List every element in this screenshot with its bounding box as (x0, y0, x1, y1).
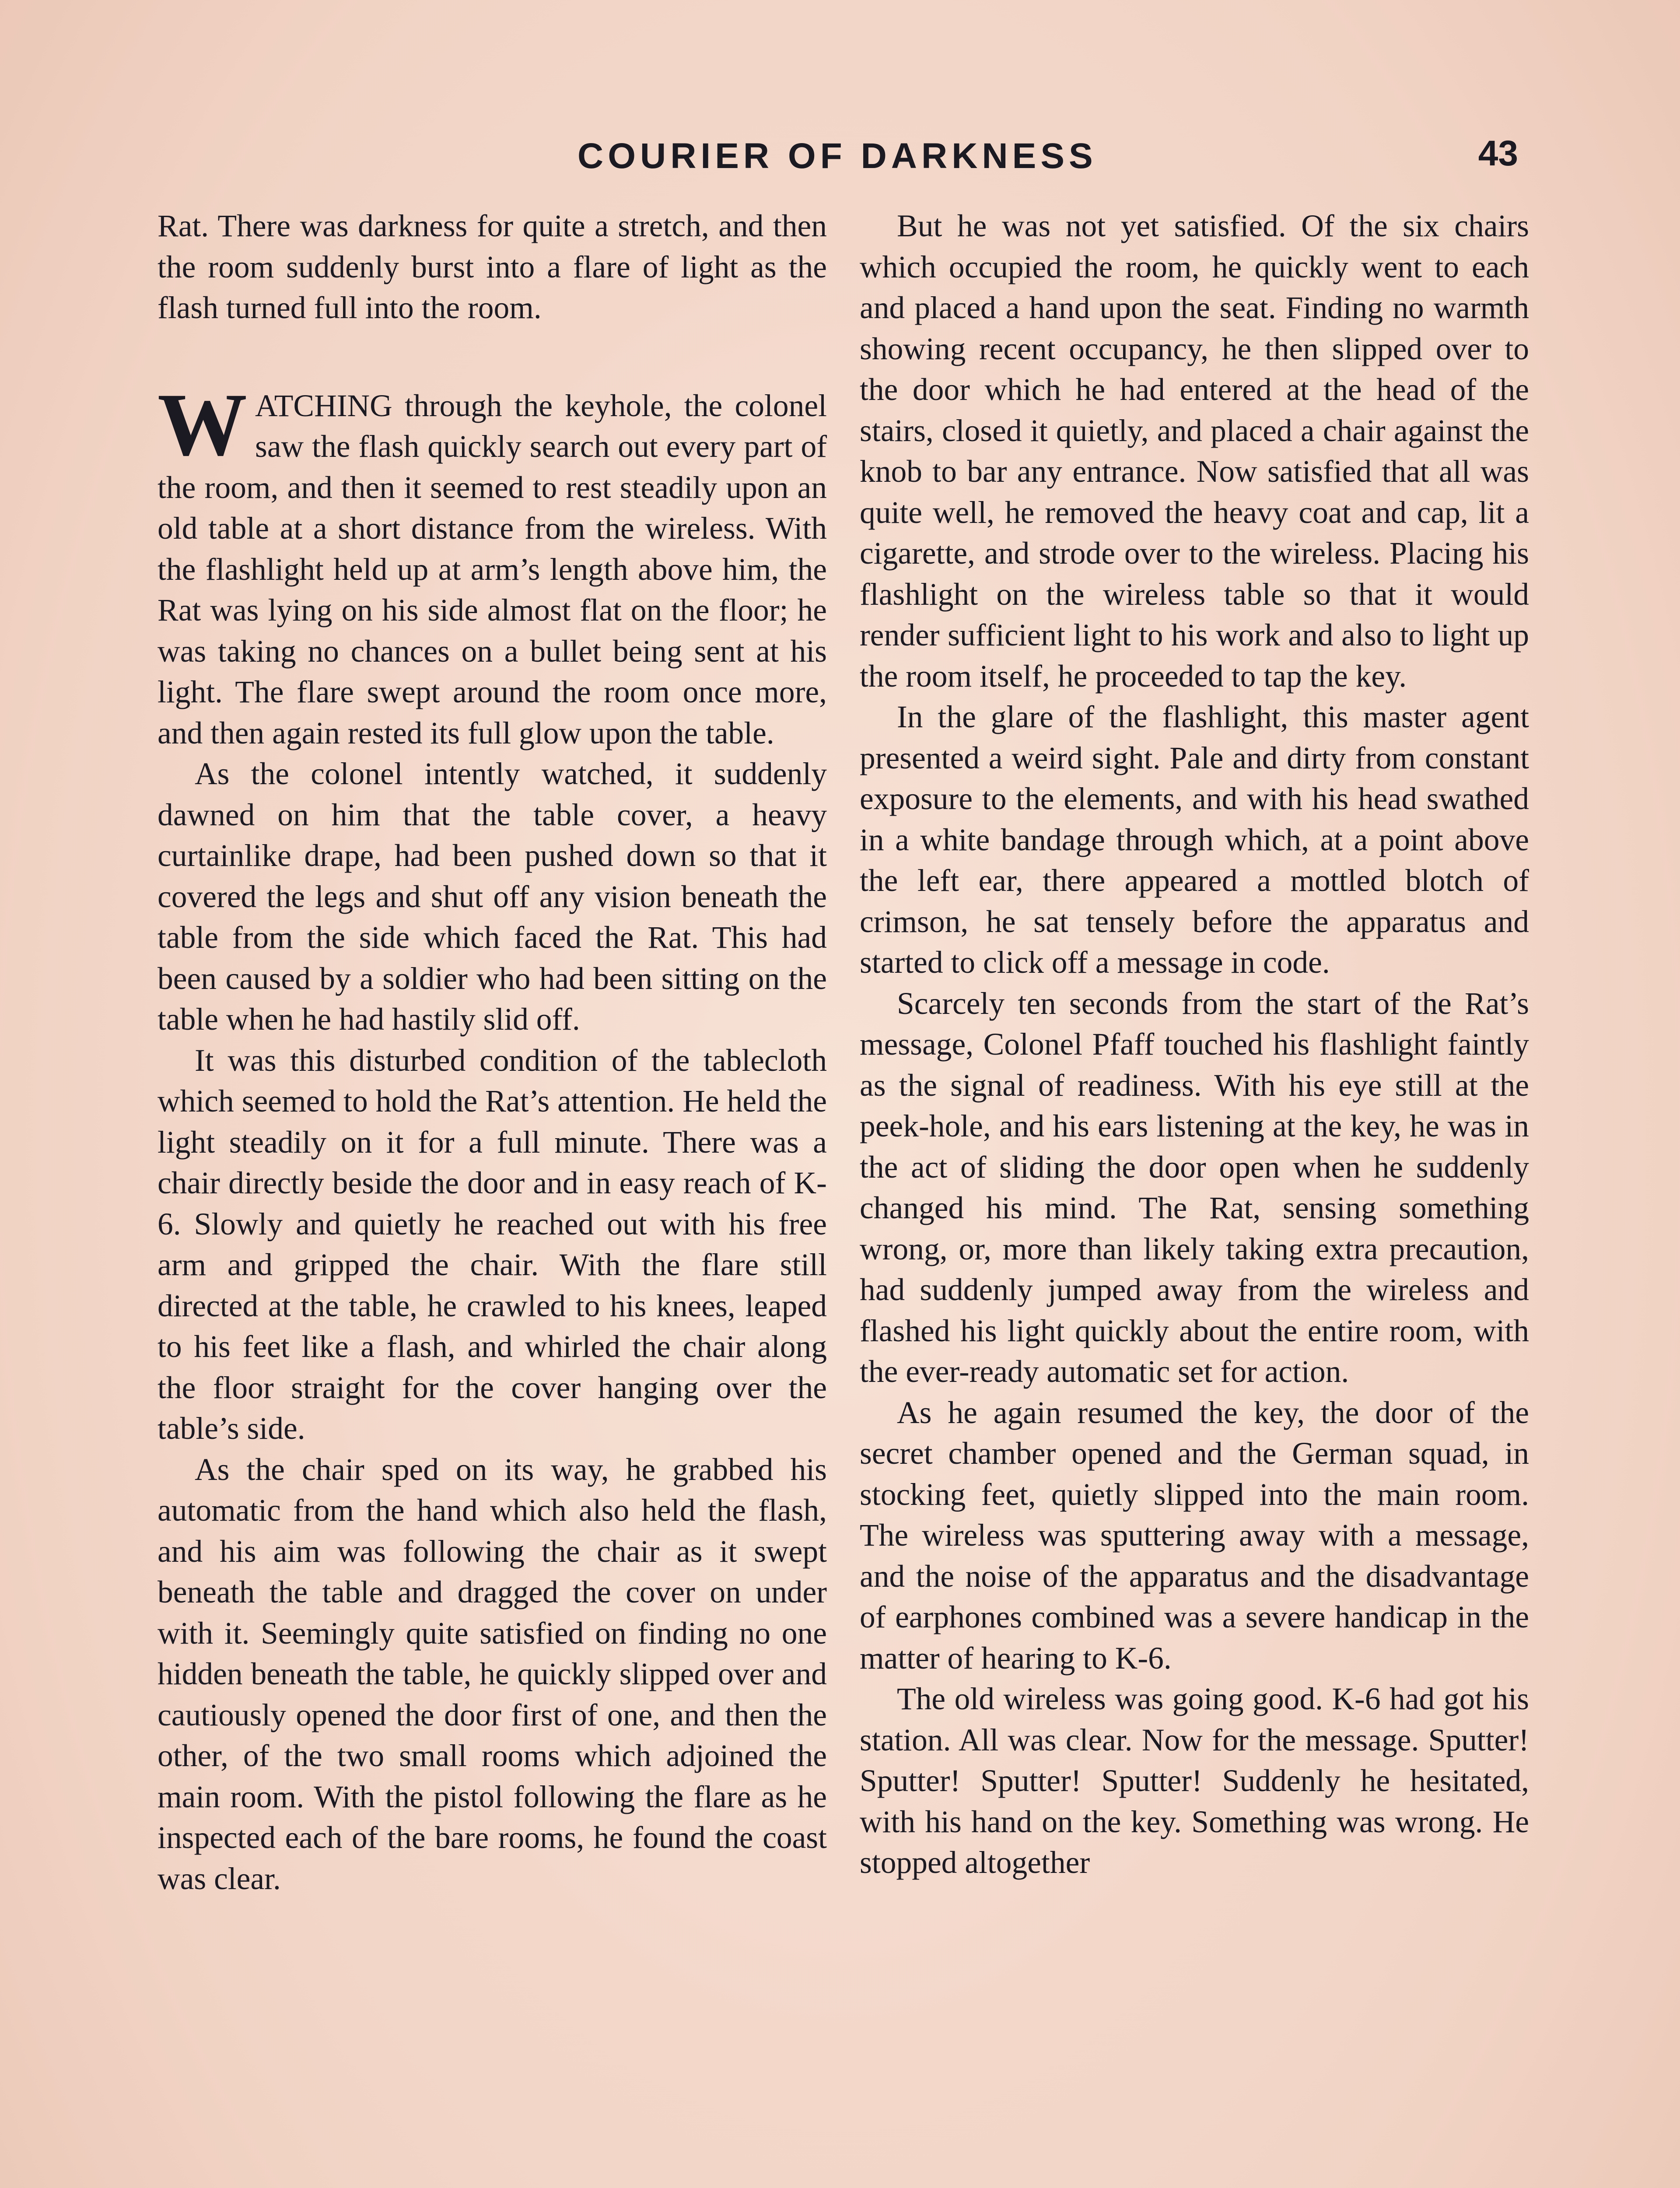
running-title: COURIER OF DARKNESS (578, 136, 1097, 176)
paragraph: As the colonel intently watched, it suddenly dawned on him that the table cover, a heavy curtainlike drape, had been pushed down so that it covered the legs and shut off any vision beneath the table from the side which faced the Rat. This had been caused by a soldier who had been sitting on the table when he had hastily slid off. (158, 757, 827, 1037)
paragraph: But he was not yet satisfied. Of the six chairs which occupied the room, he quickly went to each and placed a hand upon the seat. Finding no warmth showing recent occupancy, he then slipped over to the door which he had entered at the head of the stairs, closed it quietly, and placed a chair against the knob to bar any entrance. Now satisfied that all was quite well, he removed the heavy coat and cap, lit a cigarette, and strode over to the wireless. Placing his flashlight on the wireless table so that it would render sufficient light to his work and also to light up the room itself, he proceeded to tap the key. (860, 209, 1529, 694)
paragraph: As he again resumed the key, the door of the secret chamber opened and the German squad, in stocking feet, quietly slipped into the main room. The wireless was sputtering away with a message, and the noise of the apparatus and the disadvantage of earphones combined was a severe handicap in the matter of hearing to K-6. (860, 1395, 1529, 1676)
paragraph-with-dropcap (158, 375, 827, 754)
left-column (158, 206, 827, 1899)
drop-cap: W (158, 375, 247, 474)
paragraph: As the chair sped on its way, he grabbed his automatic from the hand which also held the flash, and his aim was following the chair as it swept beneath the table and dragged the cover on under with it. Seemingly quite satisfied on finding no one hidden beneath the table, he quickly slipped over and cautiously opened the door first of one, and then the other, of the two small rooms which adjoined the main room. With the pistol following the flare as he inspected each of the bare rooms, he found the coast was clear. (158, 1452, 827, 1896)
paragraph-text: ATCHING through the keyhole, the colonel saw the flash quickly search out every part of the room, and then it seemed to rest steadily upon an old table at a short distance from the wireless. With the flashlight held up at arm’s length above him, the Rat was lying on his side almost flat on the floor; he was taking no chances on a bullet being sent at his light. The flare swept around the room once more, and then again rested its full glow upon the table. (158, 388, 827, 750)
paragraph: It was this disturbed condition of the tablecloth which seemed to hold the Rat’s attention. He held the light steadily on it for a full minute. There was a chair directly beside the door and in easy reach of K-6. Slowly and quietly he reached out with his free arm and gripped the chair. With the flare still directed at the table, he crawled to his knees, leaped to his feet like a flash, and whirled the chair along the floor straight for the cover hanging over the table’s side. (158, 1043, 827, 1446)
paragraph: The old wireless was going good. K-6 had got his station. All was clear. Now for the message. Sputter! Sputter! Sputter! Sputter! Suddenly he hesitated, with his hand on the key. Something was wrong. He stopped altogether (860, 1682, 1529, 1880)
right-column (860, 206, 1529, 1883)
paragraph: Scarcely ten seconds from the start of the Rat’s message, Colonel Pfaff touched his flashlight faintly as the signal of readiness. With his eye still at the peek-hole, and his ears listening at the key, he was in the act of sliding the door open when he suddenly changed his mind. The Rat, sensing something wrong, or, more than likely taking extra precaution, had suddenly jumped away from the wireless and flashed his light quickly about the entire room, with the ever-ready automatic set for action. (860, 986, 1529, 1389)
paragraph: In the glare of the flashlight, this master agent presented a weird sight. Pale and dirty from constant exposure to the elements, and with his head swathed in a white bandage through which, at a point above the left ear, there appeared a mottled blotch of crimson, he sat tensely before the apparatus and started to click off a message in code. (860, 700, 1529, 980)
page-number: 43 (1478, 133, 1518, 173)
page-header (158, 127, 1518, 184)
paragraph: Rat. There was darkness for quite a stretch, and then the room suddenly burst into a flare of light as the flash turned full into the room. (158, 209, 827, 325)
